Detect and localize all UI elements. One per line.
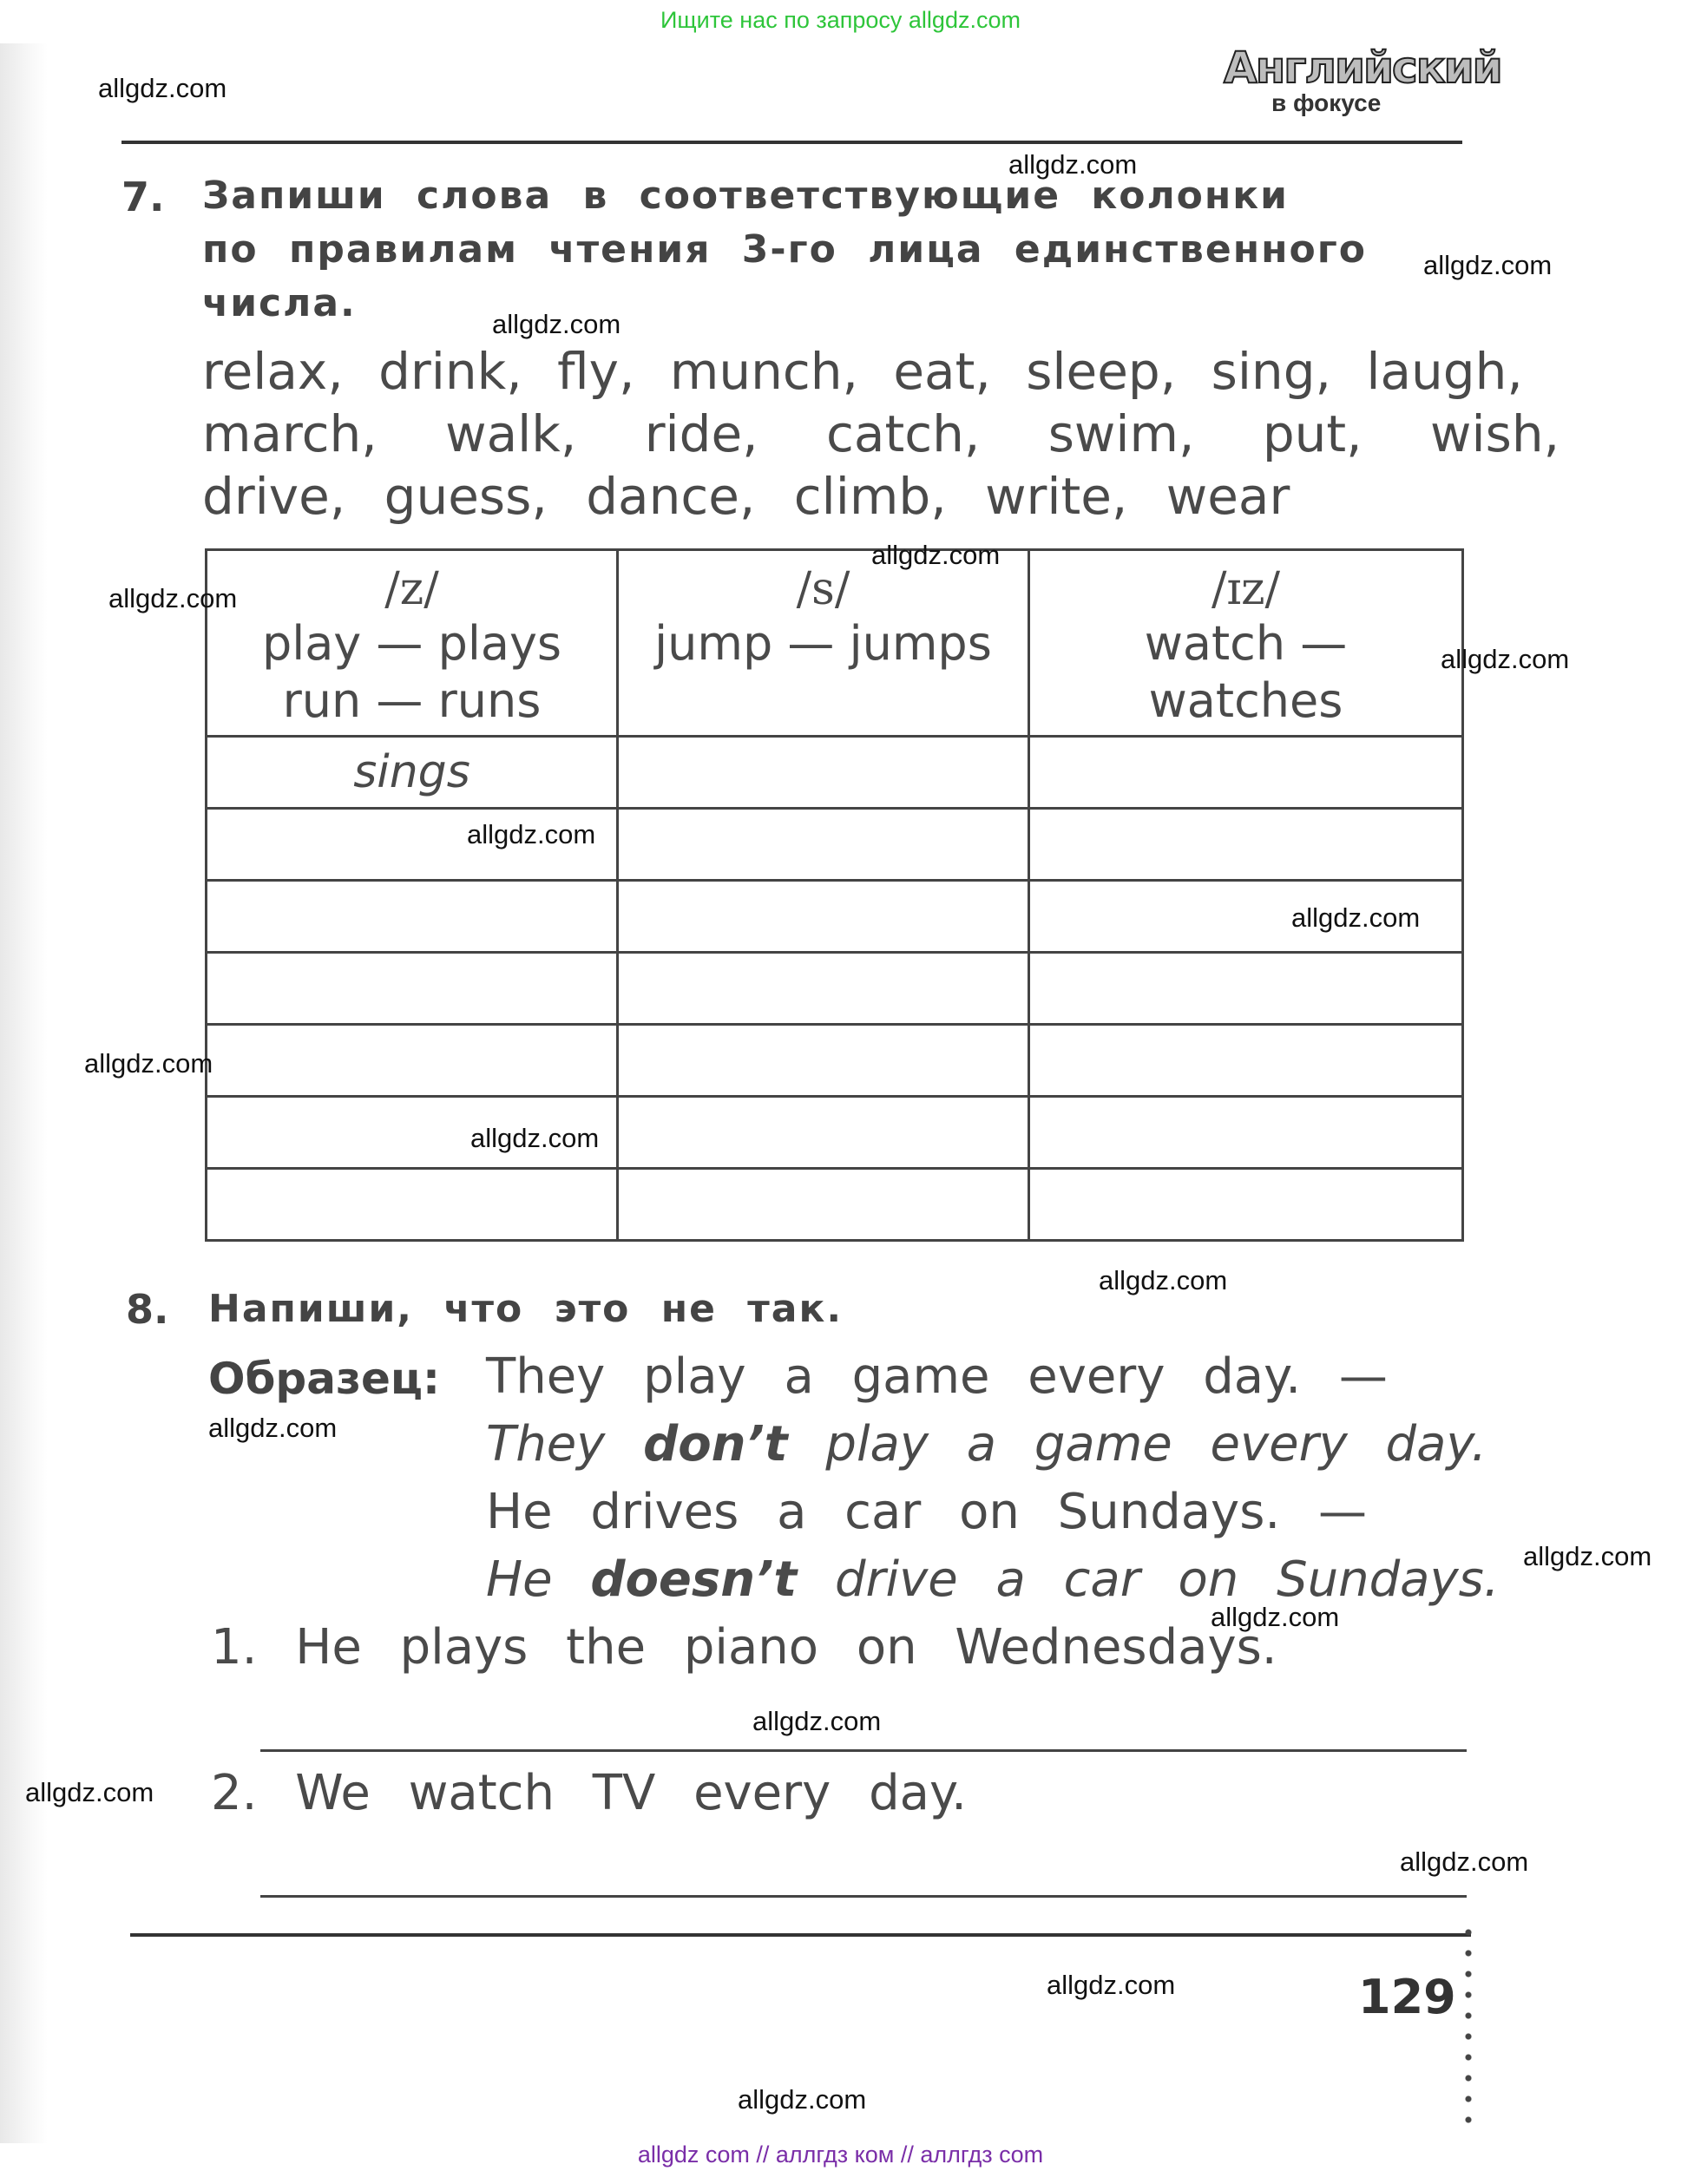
answer-cell[interactable] (618, 1025, 1029, 1097)
table-row (207, 1025, 1463, 1097)
sample2-neg-before: He (486, 1551, 553, 1608)
answer-cell[interactable] (207, 953, 618, 1025)
ipa-z: /z/ (384, 563, 439, 615)
logo-title: Английский (1224, 43, 1501, 93)
table-row (207, 881, 1463, 953)
table-row (207, 1169, 1463, 1241)
watermark[interactable]: allgdz.com (1099, 1265, 1228, 1295)
sound-table (205, 548, 1464, 1242)
watermark[interactable]: allgdz.com (1441, 644, 1570, 674)
word-list-line2: march, walk, ride, catch, swim, put, wish, (202, 404, 1560, 463)
answer-cell-sings[interactable]: sings (207, 737, 618, 809)
answer-cell[interactable] (618, 1097, 1029, 1169)
logo-subtitle: в фокусе (1271, 89, 1382, 116)
sample2-neg-after: drive a car on Sundays. (834, 1551, 1500, 1608)
sample2-negative (486, 1551, 1500, 1608)
watermark[interactable]: allgdz.com (492, 309, 621, 339)
answer-cell[interactable] (618, 737, 1029, 809)
ipa-iz: /ɪz/ (1211, 563, 1281, 615)
ipa-s: /s/ (796, 563, 850, 615)
answer-cell[interactable] (207, 1169, 618, 1241)
sample1-negative (486, 1416, 1487, 1472)
task7-instruction-line1: Запиши слова в соответствующие колонки (202, 174, 1289, 218)
answer-cell[interactable] (1029, 1097, 1463, 1169)
answer-cell[interactable] (207, 881, 618, 953)
task7-number: 7. (121, 174, 165, 220)
item1-answer-line[interactable] (260, 1749, 1467, 1752)
answer-cell[interactable] (1029, 1025, 1463, 1097)
header-z (207, 550, 618, 737)
top-banner[interactable]: Ищите нас по запросу allgdz.com (660, 7, 1021, 33)
watermark[interactable]: allgdz.com (98, 73, 227, 103)
task7-instruction-line3: числа. (202, 281, 357, 325)
watermark[interactable]: allgdz.com (1523, 1541, 1652, 1571)
watermark[interactable]: allgdz.com (467, 819, 596, 849)
sample1-sentence: They play a game every day. — (486, 1348, 1388, 1405)
word-list-line1: relax, drink, fly, munch, eat, sleep, sing, laugh, (202, 342, 1523, 401)
answer-cell[interactable] (618, 809, 1029, 881)
example-watches: watches (1148, 673, 1343, 728)
watermark[interactable]: allgdz.com (1423, 250, 1553, 280)
answer-cell[interactable] (618, 953, 1029, 1025)
table-header-row (207, 550, 1463, 737)
table-row (207, 737, 1463, 809)
watermark[interactable]: allgdz.com (108, 583, 238, 613)
task7-instruction-line2: по правилам чтения 3-го лица единственного (202, 227, 1367, 272)
table-row (207, 953, 1463, 1025)
watermark[interactable]: allgdz.com (738, 2084, 867, 2115)
watermark[interactable]: allgdz.com (84, 1048, 213, 1079)
bottom-links[interactable]: allgdz com // аллгдз ком // аллгдз com (637, 2141, 1044, 2168)
item1-number: 1. (211, 1619, 258, 1676)
header-iz (1029, 550, 1463, 737)
table-row (207, 809, 1463, 881)
item2-answer-line[interactable] (260, 1895, 1467, 1898)
item2-text: We watch TV every day. (295, 1765, 967, 1821)
item2 (211, 1765, 967, 1821)
dotted-margin (1465, 1922, 1472, 2130)
watermark[interactable]: allgdz.com (208, 1413, 338, 1443)
task8-number: 8. (126, 1286, 169, 1333)
sample1-neg-after: play a game every day. (825, 1416, 1487, 1472)
sample2-sentence: He drives a car on Sundays. — (486, 1484, 1367, 1540)
sample-label: Образец: (208, 1354, 440, 1404)
book-logo (1224, 42, 1501, 120)
watermark[interactable]: allgdz.com (1008, 149, 1138, 180)
watermark[interactable]: allgdz.com (1211, 1602, 1340, 1632)
answer-cell[interactable] (207, 1025, 618, 1097)
answer-cell[interactable] (1029, 737, 1463, 809)
word-list-line3: drive, guess, dance, climb, write, wear (202, 467, 1290, 526)
answer-cell[interactable] (1029, 1169, 1463, 1241)
answer-cell[interactable] (1029, 809, 1463, 881)
answer-cell[interactable] (1029, 953, 1463, 1025)
watermark[interactable]: allgdz.com (1400, 1846, 1529, 1877)
sample1-neg-before: They (486, 1416, 606, 1472)
answer-cell[interactable] (618, 881, 1029, 953)
example-jump: jump — jumps (654, 616, 992, 671)
watermark[interactable]: allgdz.com (1047, 1970, 1176, 2000)
task8-instruction: Напиши, что это не так. (208, 1287, 844, 1331)
item1 (211, 1619, 1277, 1676)
sample2-neg-bold: doesn’t (590, 1551, 798, 1608)
watermark[interactable]: allgdz.com (470, 1123, 600, 1153)
item1-text: He plays the piano on Wednesdays. (295, 1619, 1277, 1676)
watermark[interactable]: allgdz.com (752, 1706, 882, 1736)
watermark[interactable]: allgdz.com (871, 540, 1001, 570)
sample1-neg-bold: don’t (643, 1416, 788, 1472)
item2-number: 2. (211, 1765, 258, 1821)
footer-rule (130, 1933, 1471, 1937)
example-run: run — runs (282, 673, 542, 728)
watermark[interactable]: allgdz.com (25, 1777, 154, 1807)
page-number: 129 (1358, 1970, 1456, 2024)
watermark[interactable]: allgdz.com (1291, 902, 1421, 933)
page-edge-shadow (0, 43, 48, 2143)
example-watch: watch — (1144, 616, 1348, 671)
example-play: play — plays (261, 616, 562, 671)
table-row (207, 1097, 1463, 1169)
answer-cell[interactable] (618, 1169, 1029, 1241)
header-rule (121, 141, 1462, 144)
header-s (618, 550, 1029, 737)
